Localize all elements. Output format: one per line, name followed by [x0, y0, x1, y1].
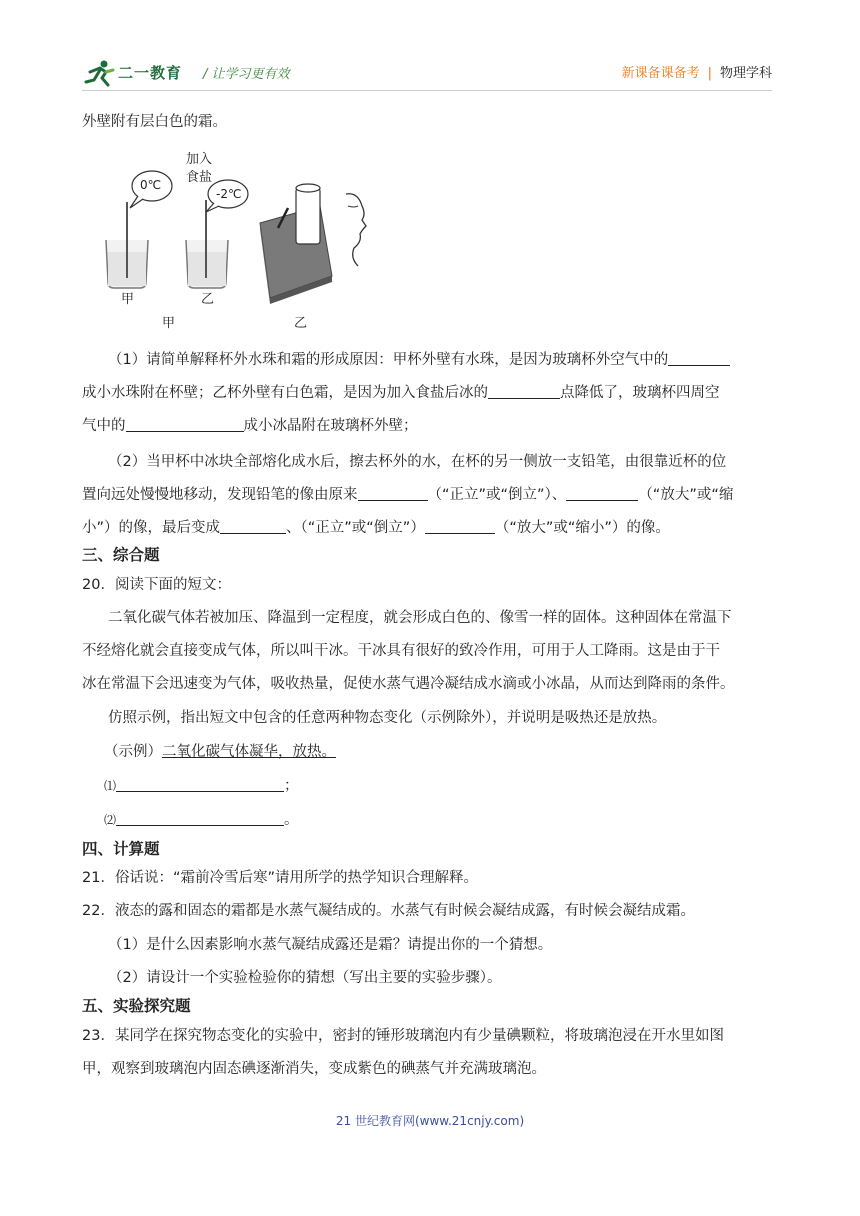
q20-passage-line1: 二氧化碳气体若被加压、降温到一定程度，就会形成白色的、像雪一样的固体。这种固体在常温下: [108, 610, 732, 626]
cup2-label: 乙: [201, 292, 215, 307]
q19-part2-line2: [82, 485, 733, 505]
q20-answer-2: [104, 810, 299, 830]
q22: 22．液态的露和固态的霜都是水蒸气凝结成的。水蒸气有时候会凝结成露，有时候会凝结成霜。: [82, 903, 695, 919]
section-5-heading: 五、实验探究题: [82, 997, 191, 1015]
beakers-and-cup-illustration: [100, 148, 400, 333]
section-4-heading: 四、计算题: [82, 840, 160, 858]
header-subject: 物理学科: [719, 66, 772, 81]
q20-answer-1: [104, 776, 299, 796]
answer-blank[interactable]: [488, 383, 560, 399]
q19-part2-text: （“放大”或“缩小”）的像。: [494, 520, 670, 536]
header-separator: |: [707, 66, 712, 81]
q19-part2-text: （“放大”或“缩: [638, 487, 734, 503]
answer-blank[interactable]: [668, 350, 730, 366]
q19-part2-line1: （2）当甲杯中冰块全部熔化成水后，擦去杯外的水，在杯的另一侧放一支铅笔，由很靠近杯的位: [108, 454, 727, 470]
q20-item1-end: ；: [284, 778, 299, 794]
q20-example-text: 二氧化碳气体凝华，放热。: [162, 744, 336, 760]
q19-part1-text: 成小水珠附在杯壁；乙杯外壁有白色霜，是因为加入食盐后冰的: [82, 385, 488, 401]
add-salt-label-2: 食盐: [186, 170, 213, 185]
q20-title: 20．阅读下面的短文：: [82, 577, 231, 593]
q21: 21．俗话说：“霜前冷雪后寒”请用所学的热学知识合理解释。: [82, 870, 478, 886]
q20-passage-line3: 冰在常温下会迅速变为气体，吸收热量，促使水蒸气遇冷凝结成水滴或小冰晶，从而达到降雨的条件。: [82, 676, 735, 692]
group-label-jia: 甲: [162, 316, 176, 331]
header-divider: [82, 90, 772, 91]
q20-task: 仿照示例，指出短文中包含的任意两种物态变化（示例除外），并说明是吸热还是放热。: [108, 710, 667, 726]
slogan: / 让学习更有效: [203, 67, 290, 82]
experiment-figure: [100, 148, 400, 333]
add-salt-label-1: 加入: [186, 152, 213, 167]
answer-blank[interactable]: [116, 810, 284, 826]
q19-part2-text: （“正立”或“倒立”）、: [427, 487, 567, 503]
q19-part1-text: 气中的: [82, 418, 126, 434]
q19-part2-line3: [82, 518, 670, 538]
q19-part2-text: 置向远处慢慢地移动，发现铅笔的像由原来: [82, 487, 358, 503]
q22-part2: （2）请设计一个实验检验你的猜想（写出主要的实验步骤）。: [108, 970, 502, 986]
q19-part1-line3: [82, 416, 418, 436]
q19-part1-text: （1）请简单解释杯外水珠和霜的形成原因：甲杯外壁有水珠，是因为玻璃杯外空气中的: [108, 352, 669, 368]
runner-logo-icon: [82, 58, 116, 88]
q19-part1-text: 点降低了，玻璃杯四周空: [560, 385, 720, 401]
answer-blank[interactable]: [116, 776, 284, 792]
q19-part2-text: 、（“正立”或“倒立”）: [286, 520, 425, 536]
q23-line1: 23．某同学在探究物态变化的实验中，密封的锤形玻璃泡内有少量碘颗粒，将玻璃泡浸在开水里如图: [82, 1028, 724, 1044]
q23-line2: 甲，观察到玻璃泡内固态碘逐渐消失，变成紫色的碘蒸气并充满玻璃泡。: [82, 1061, 546, 1077]
cup1-label: 甲: [121, 292, 135, 307]
cup1-temp-label: 0℃: [140, 178, 162, 192]
q20-item2-end: 。: [284, 812, 299, 828]
q20-item2-marker: ⑵: [104, 813, 117, 827]
q20-item1-marker: ⑴: [104, 779, 117, 793]
answer-blank[interactable]: [220, 518, 286, 534]
q22-part1: （1）是什么因素影响水蒸气凝结成露还是霜？请提出你的一个猜想。: [108, 937, 553, 953]
q19-part2-text: 小”）的像，最后变成: [82, 520, 221, 536]
q19-part1-line2: [82, 383, 720, 403]
header-course-title: 新课备课备考: [621, 66, 700, 81]
footer-text: 21 世纪教育网(www.21cnjy.com): [335, 1114, 525, 1128]
logo-text: 二一教育: [118, 64, 183, 82]
answer-blank[interactable]: [566, 485, 638, 501]
group-label-yi: 乙: [294, 316, 308, 331]
q19-part1-line1: [108, 350, 730, 370]
q20-passage-line2: 不经熔化就会直接变成气体，所以叫干冰。干冰具有很好的致冷作用，可用于人工降雨。这是由于干: [82, 643, 720, 659]
q19-part1-text: 成小冰晶附在玻璃杯外壁；: [243, 418, 418, 434]
answer-blank[interactable]: [425, 518, 495, 534]
section-3-heading: 三、综合题: [82, 546, 160, 564]
answer-blank[interactable]: [126, 416, 244, 432]
answer-blank[interactable]: [358, 485, 428, 501]
q20-example-label: （示例）: [104, 744, 162, 760]
q20-example: [104, 742, 336, 762]
header-right: [622, 62, 772, 81]
page-header: [0, 0, 860, 92]
intro-tail: 外壁附有层白色的霜。: [82, 114, 227, 130]
cup2-temp-label: -2℃: [216, 187, 242, 201]
logo: [82, 58, 192, 90]
